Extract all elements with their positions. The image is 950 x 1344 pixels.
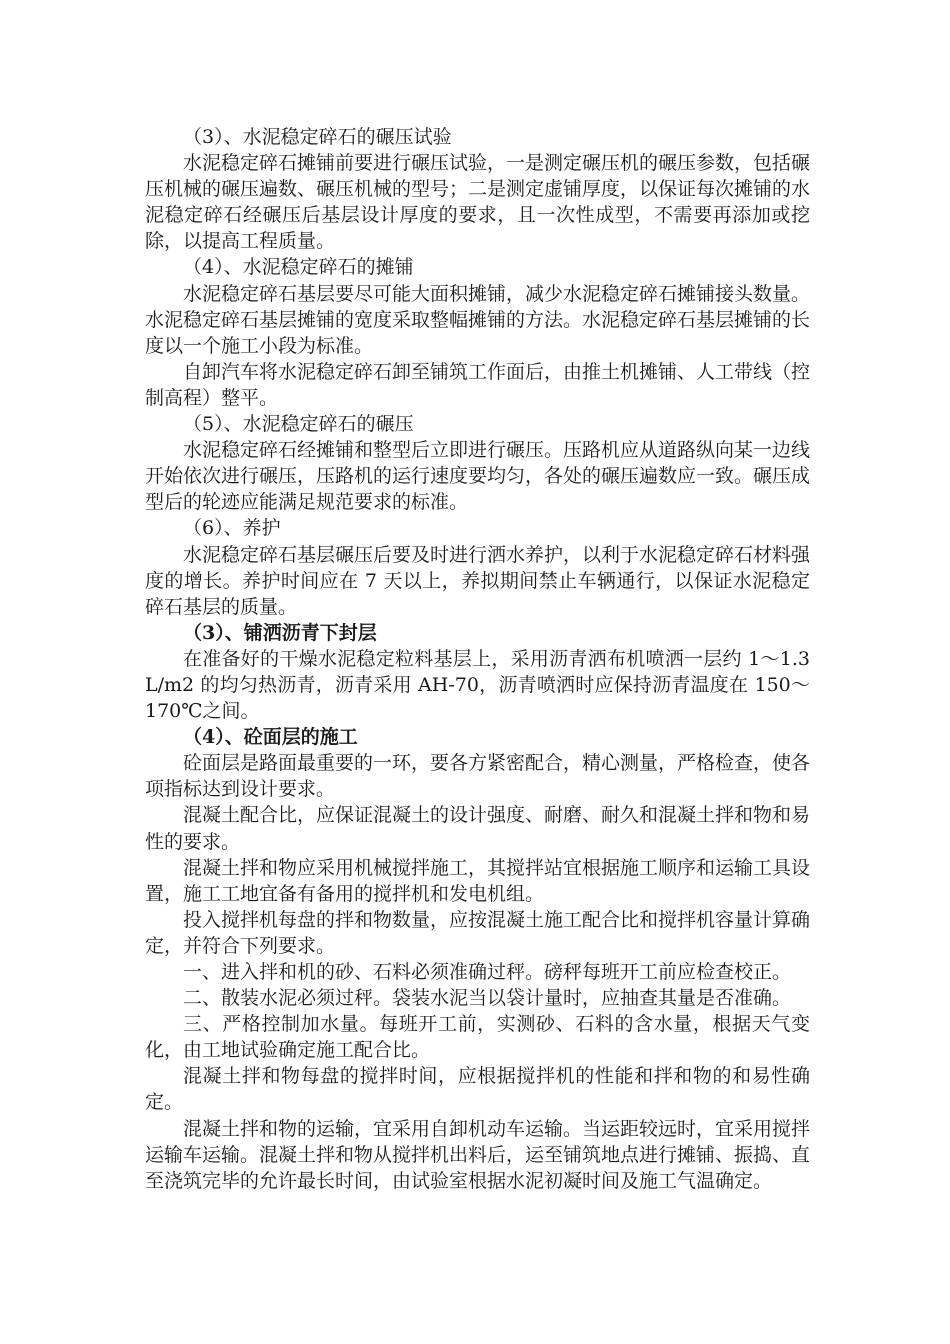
- section-heading: （6）、养护: [183, 517, 281, 540]
- body-paragraph: 三、严格控制加水量。每班开工前，实测砂、石料的含水量，根据天气变化，由工地试验确定施工配合比。: [145, 1013, 810, 1062]
- section-heading: （5）、水泥稳定碎石的碾压: [183, 413, 414, 436]
- section-heading: （3）、水泥稳定碎石的碾压试验: [183, 126, 452, 148]
- body-paragraph: 砼面层是路面最重要的一环，要各方紧密配合，精心测量，严格检查，使各项指标达到设计要求。: [145, 752, 811, 801]
- section-heading-bold: （4）、砼面层的施工: [183, 726, 358, 749]
- section-heading: （4）、水泥稳定碎石的摊铺: [183, 256, 414, 279]
- body-paragraph: 水泥稳定碎石经摊铺和整型后立即进行碾压。压路机应从道路纵向某一边线开始依次进行碾压，压路机的运行速度要均匀，各处的碾压遍数应一致。碾压成型后的轮迹应能满足规范要求的标准。: [145, 439, 811, 514]
- body-paragraph: 一、进入拌和机的砂、石料必须准确过秤。磅秤每班开工前应检查校正。: [183, 961, 792, 983]
- body-paragraph: 水泥稳定碎石摊铺前要进行碾压试验，一是测定碾压机的碾压参数，包括碾压机械的碾压遍数、碾压机械的型号；二是测定虚铺厚度，以保证每次摊铺的水泥稳定碎石经碾压后基层设计厚度的要求，且一次性成型，不需要再添加或挖除，以提高工程质量。: [145, 152, 811, 253]
- body-paragraph: 在准备好的干燥水泥稳定粒料基层上，采用沥青洒布机喷洒一层约 1～1.3L/m2 的均匀热沥青，沥青采用 AH-70，沥青喷洒时应保持沥青温度在 150～170℃之间。: [145, 647, 810, 723]
- body-paragraph: 投入搅拌机每盘的拌和物数量，应按混凝土施工配合比和搅拌机容量计算确定，并符合下列要求。: [145, 908, 811, 957]
- body-paragraph: 混凝土拌和物的运输，宜采用自卸机动车运输。当运距较远时，宜采用搅拌运输车运输。混凝土拌和物从搅拌机出料后，运至铺筑地点进行摊铺、振捣、直至浇筑完毕的允许最长时间，由试验室根据水泥初凝时间及施工气温确定。: [145, 1117, 811, 1192]
- section-heading-bold: （3）、铺洒沥青下封层: [183, 621, 377, 644]
- body-paragraph: 水泥稳定碎石基层碾压后要及时进行洒水养护，以利于水泥稳定碎石材料强度的增长。养护时间应在 7 天以上，养拟期间禁止车辆通行，以保证水泥稳定碎石基层的质量。: [145, 543, 811, 618]
- body-paragraph: 自卸汽车将水泥稳定碎石卸至铺筑工作面后，由推土机摊铺、人工带线（控制高程）整平。: [145, 360, 811, 409]
- body-paragraph: 混凝土配合比，应保证混凝土的设计强度、耐磨、耐久和混凝土拌和物和易性的要求。: [145, 804, 811, 853]
- body-paragraph: 二、散装水泥必须过秤。袋装水泥当以袋计量时，应抽查其量是否准确。: [183, 987, 792, 1010]
- body-paragraph: 水泥稳定碎石基层要尽可能大面积摊铺，减少水泥稳定碎石摊铺接头数量。水泥稳定碎石基层摊铺的宽度采取整幅摊铺的方法。水泥稳定碎石基层摊铺的长度以一个施工小段为标准。: [145, 282, 811, 357]
- document-body: [145, 124, 810, 1194]
- body-paragraph: 混凝土拌和物每盘的搅拌时间，应根据搅拌机的性能和拌和物的和易性确定。: [145, 1065, 810, 1114]
- body-paragraph: 混凝土拌和物应采用机械搅拌施工，其搅拌站宜根据施工顺序和运输工具设置，施工工地宜备有备用的搅拌机和发电机组。: [145, 856, 811, 905]
